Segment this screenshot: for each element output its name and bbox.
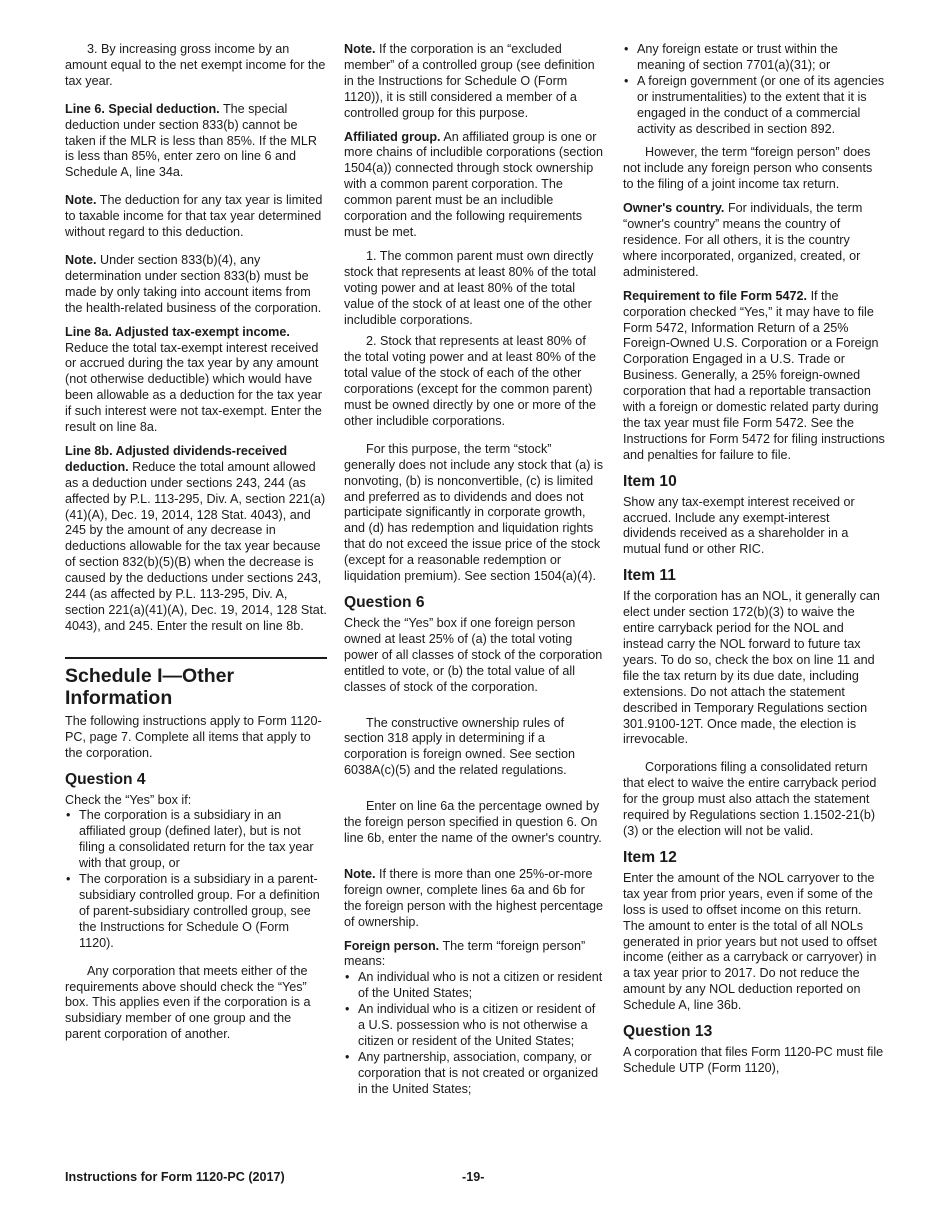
question-6-paragraph: Enter on line 6a the percentage owned by the foreign person specified in question 6. On line 6b, enter the name of the owner's country. [344,799,602,845]
line-6-heading: Line 6. Special deduction. [65,101,220,116]
owners-country-paragraph [623,201,885,281]
bullet-icon: • [66,808,71,823]
item-12-heading: Item 12 [623,848,677,866]
line-6-text: The special deduction under section 833(b) cannot be taken if the MLR is less than 85%. If the MLR is less than 85%, enter zero on line 6 and Schedule A, line 34a. [65,101,317,180]
requirement-1: 1. The common parent must own directly stock that represents at least 80% of the total voting power and at least 80% of the total value of the stock of at least one of the other includible corporations. [344,248,597,327]
line-8b-paragraph [65,444,327,635]
page-number: -19- [462,1170,485,1184]
item-11-paragraph: Corporations filing a consolidated return that elect to waive the entire carryback period for the group must also attach the statement required by Regulations section 1.1502-21(b)(3) or the election will not be valid. [623,760,877,838]
note-paragraph [65,193,327,241]
item-11-paragraph: If the corporation has an NOL, it generally can elect under section 172(b)(3) to waive the entire carryback period for the NOL and instead carry the NOL forward to future tax years. To do so, check the box on line 11 and file the tax return by its due date, including extensions. Do not attach the statement described in Temporary Regulations section 301.9100-12T. Once made, the election is irrevocable. [623,589,880,747]
line-8b-text: Reduce the total amount allowed as a deduction under sections 243, 244 (as affected by P.L. 113-295, Div. A, section 221(a)(41)(A), Dec. 19, 2014, 128 Stat. 4043), and 245 by the amount of any decrease in deductions allowable for the tax year because of section 832(b)(5)(B) when the decrease is caused by the deductions under sections 243, 244 (as affected by P.L. 113-295, Div. A, section 221(a)(41)(A), Dec. 19, 2014, 128 Stat. 4043), and 245. Enter the result on line 8b. [65,459,327,633]
note-heading: Note. [344,42,376,56]
foreign-person-paragraph [344,939,604,971]
form-5472-paragraph [623,289,885,464]
item-11-heading: Item 11 [623,567,676,585]
item-10-heading: Item 10 [623,472,677,490]
however-paragraph: However, the term “foreign person” does not include any foreign person who consents to the filing of a joint income tax return. [623,145,873,192]
bullet-icon: • [624,73,629,88]
item-12-paragraph: Enter the amount of the NOL carryover to the tax year from prior years, even if some of the loss is used to offset income on this return. The amount to enter is the total of all NOLs generated in prior years but not used to offset income (either as a carryback or carryover) in a tax year prior to 2017. Do not reduce the amount by any NOL deduction reported on Schedule A, line 36b. [623,870,877,1013]
foreign-person-heading: Foreign person. [344,938,440,953]
list-item: • A foreign government (or one of its agencies or instrumentalities) to the extent that it is engaged in the conduct of a commercial activity as described in section 892. [624,73,885,136]
schedule-intro: The following instructions apply to Form 1120-PC, page 7. Complete all items that apply to the corporation. [65,713,322,760]
stock-definition-paragraph: For this purpose, the term “stock” generally does not include any stock that (a) is nonvoting, (b) is nonconvertible, (c) is limited and preferred as to dividends and does not participate significantly in corporate growth, and (d) has redemption and liquidation rights that do not exceed the issue price of the stock (except for a reasonable redemption or liquidation premium). See section 1504(a)(4). [344,441,604,584]
note-text: Under section 833(b)(4), any determination under section 833(b) must be made by only taking into account items from the health-related business of the corporation. [65,252,322,315]
list-item: • The corporation is a subsidiary in an affiliated group (defined later), but is not filing a consolidated return for the tax year with that group, or [66,808,314,871]
note-heading: Note. [65,193,97,208]
note-heading: Note. [344,866,376,881]
note-paragraph [344,42,604,122]
question-6-paragraph: Check the “Yes” box if one foreign person owned at least 25% of (a) the total voting power of all classes of stock of the corporation entitled to vote, or (b) the total value of all classes of stock of the corporation. [344,616,603,694]
note-paragraph [65,253,327,317]
bullet-icon: • [345,1002,350,1017]
column-3 [623,42,885,1085]
note-paragraph [344,867,604,931]
footer-form-title: Instructions for Form 1120-PC (2017) [65,1170,285,1184]
bullet-icon: • [345,1049,350,1064]
bullet-icon: • [624,42,629,56]
affiliated-group-paragraph [344,130,604,241]
note-text: If there is more than one 25%-or-more foreign owner, complete lines 6a and 6b for the foreign person with the highest percentage of ownership. [344,866,604,929]
note-heading: Note. [65,252,97,267]
question-4-intro: Check the “Yes” box if: [65,792,192,807]
note-text: The deduction for any tax year is limited to taxable income for that tax year determined without regard to this deduction. [65,193,323,240]
affiliated-group-heading: Affiliated group. [344,129,441,144]
form-5472-text: If the corporation checked “Yes,” it may have to file Form 5472, Information Return of a 25% Foreign-Owned U.S. Corporation or a Foreign Corporation Engaged in a U.S. Trade or Business. Generally, a 25% foreign-owned corporation that had a reportable transaction with a foreign or domestic related party during the tax year must file Form 5472. See the Instructions for Form 5472 for filing instructions and penalties for failure to file. [623,288,885,462]
affiliated-group-text: An affiliated group is one or more chains of includible corporations (section 1504(a)) connected through stock ownership with a common parent corporation. The common parent must be an includible corporation and the following requirements must be met. [344,129,604,239]
item-3-paragraph: 3. By increasing gross income by an amount equal to the net exempt income for the tax year. [65,42,326,88]
foreign-person-text: The term “foreign person” means: [344,938,586,969]
list-item: • Any foreign estate or trust within the meaning of section 7701(a)(31); or [624,42,838,72]
owners-country-text: For individuals, the term “owner's country” means the country of residence. For all others, it is the country where incorporated, organized, created, or administered. [623,201,863,279]
note-text: If the corporation is an “excluded member” of a controlled group (see definition in the Instructions for Schedule O (Form 1120)), it is still considered a member of a controlled group for this purpose. [344,42,595,120]
requirement-2: 2. Stock that represents at least 80% of the total voting power and at least 80% of the total value of the stock of each of the other corporations (except for the common parent) must be owned directly by one or more of the other includible corporations. [344,334,597,428]
list-item: • An individual who is not a citizen or resident of the United States; [345,970,603,1001]
line-8a-text: Reduce the total tax-exempt interest received or accrued during the tax year by any amount (not otherwise deductible) which would have been allowable as a deduction for the tax year if such interest were not tax-exempt. Enter the result on line 8a. [65,340,322,435]
line-8a-heading: Line 8a. Adjusted tax-exempt income. [65,324,290,339]
line-8a-paragraph [65,325,327,436]
schedule-i-title: Schedule I—Other Information [65,657,327,709]
question-4-heading: Question 4 [65,770,146,788]
bullet-icon: • [345,970,350,985]
question-4-paragraph: Any corporation that meets either of the requirements above should check the “Yes” box. This applies even if the corporation is a subsidiary member of one group and the parent corporation of another. [65,963,311,1042]
list-item: • The corporation is a subsidiary in a parent-subsidiary controlled group. For a definition of parent-subsidiary controlled group, see the Instructions for Schedule O (Form 1120). [66,872,320,950]
item-10-paragraph: Show any tax-exempt interest received or accrued. Include any exempt-interest dividends received as a shareholder in a mutual fund or other RIC. [623,494,855,557]
list-item: • Any partnership, association, company, or corporation that is not created or organized in the United States; [345,1049,599,1096]
list-item: • An individual who is a citizen or resident of a U.S. possession who is not otherwise a citizen or resident of the United States; [345,1002,596,1048]
question-6-paragraph: The constructive ownership rules of section 318 apply in determining if a corporation is foreign owned. See section 6038A(c)(5) and the related regulations. [344,715,576,778]
column-1 [65,42,327,1051]
owners-country-heading: Owner's country. [623,201,725,216]
bullet-icon: • [66,872,71,887]
column-2 [344,42,604,1098]
question-13-heading: Question 13 [623,1023,713,1041]
line-8b-heading: Line 8b. Adjusted dividends-received deduction. [65,443,288,474]
question-13-paragraph: A corporation that files Form 1120-PC must file Schedule UTP (Form 1120), [623,1045,884,1075]
form-5472-heading: Requirement to file Form 5472. [623,288,808,303]
question-6-heading: Question 6 [344,594,425,611]
line-6-paragraph [65,102,327,182]
